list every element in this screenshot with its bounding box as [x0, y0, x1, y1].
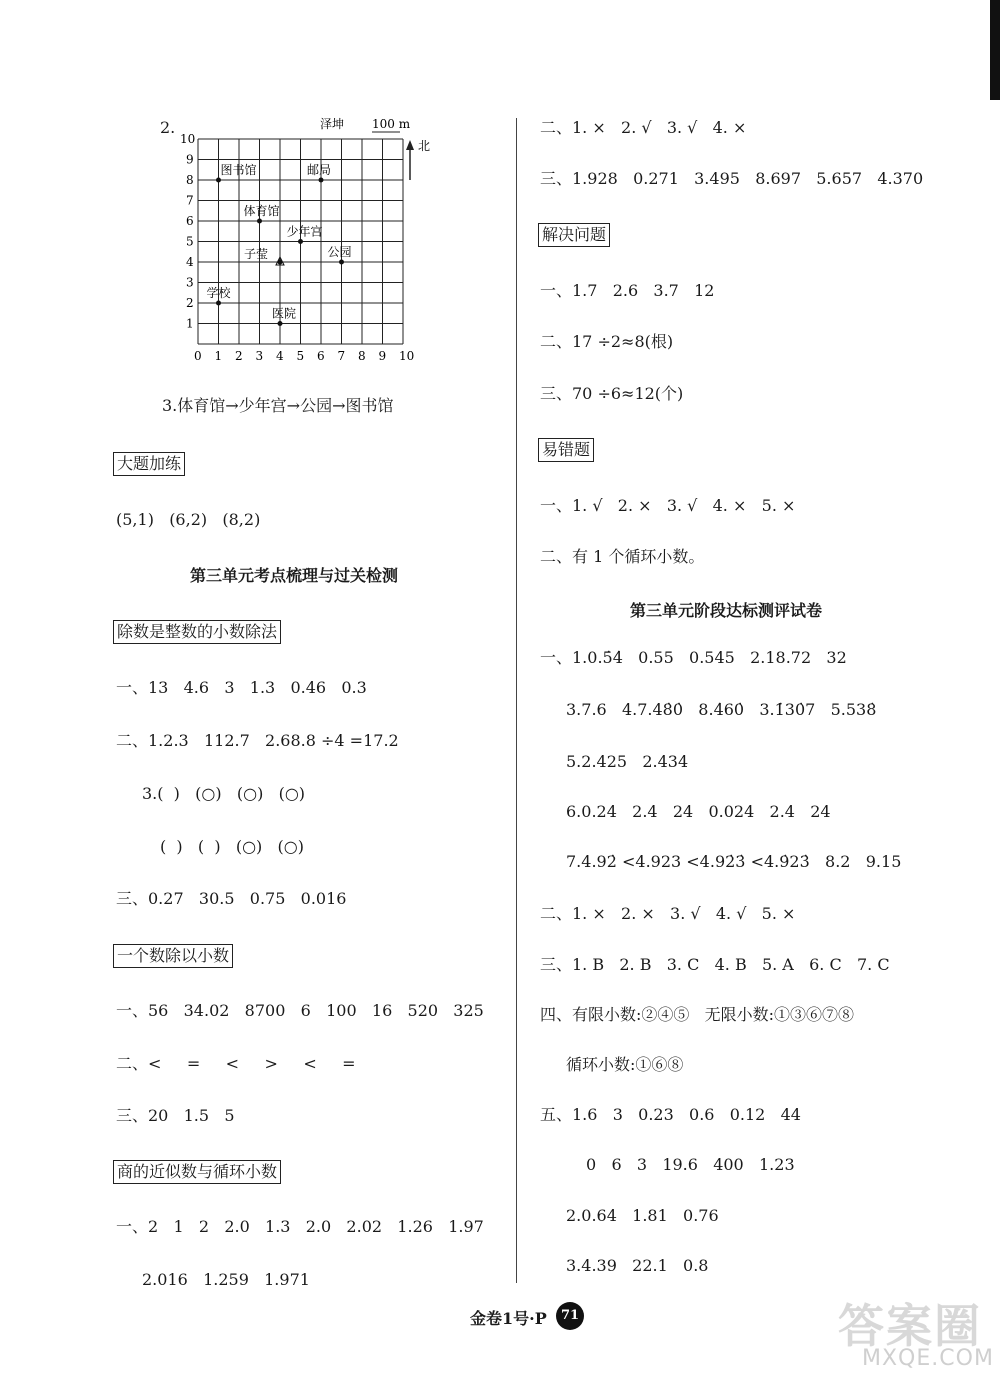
answer-line: 三、20 1.5 5: [116, 1106, 235, 1125]
answer-line: 一、1.7 2.6 3.7 12: [540, 281, 715, 300]
answer-line: 三、1. B 2. B 3. C 4. B 5. A 6. C 7. C: [540, 955, 890, 974]
answer-line: 2.016 1.259 1.971: [142, 1270, 310, 1289]
answer-line: 0 6 3 19.6 400 1.23: [586, 1155, 795, 1174]
answer-line: 二、有 1 个循环小数。: [540, 547, 705, 566]
place-marker: [216, 301, 221, 306]
section-heading: 第三单元阶段达标测评试卷: [630, 601, 823, 620]
answer-line: 二、1. × 2. √ 3. √ 4. ×: [540, 118, 747, 137]
y-tick-label: 1: [186, 316, 194, 331]
answer-line: 一、1. √ 2. × 3. √ 4. × 5. ×: [540, 496, 796, 515]
x-tick-label: 4: [276, 349, 284, 363]
section-heading: 第三单元考点梳理与过关检测: [190, 566, 399, 585]
answer-line: 二、1.2.3 112.7 2.68.8 ÷4 =17.2: [116, 731, 399, 750]
y-tick-label: 7: [186, 193, 194, 208]
section-box-divide-by-decimal: 一个数除以小数: [113, 944, 233, 968]
place-marker: [339, 260, 344, 265]
answer-line: (5,1) (6,2) (8,2): [116, 510, 261, 529]
answer-line: 循环小数:①⑥⑧: [566, 1055, 684, 1074]
place-marker: [298, 239, 303, 244]
x-tick-label: 1: [214, 349, 223, 363]
answer-line: 四、有限小数:②④⑤ 无限小数:①③⑥⑦⑧: [540, 1005, 855, 1024]
map-scale: 100 m: [372, 117, 411, 131]
answer-line: 一、1.0.5̇4̇ 0.55 0.545 2.18.72 32: [540, 648, 847, 667]
question-3-answer: 3.体育馆→少年宫→公园→图书馆: [162, 396, 394, 415]
y-tick-label: 9: [186, 152, 194, 167]
place-marker: [319, 178, 324, 183]
answer-line: 二、17 ÷2≈8(根): [540, 332, 674, 351]
answer-line: 三、0.27 30.5 0.75 0.016: [116, 889, 347, 908]
x-tick-label: 8: [358, 349, 366, 363]
y-tick-label: 4: [186, 255, 194, 269]
answer-line: 3.( ) (○) (○) (○): [142, 784, 306, 803]
section-box-problem-solving: 解决问题: [538, 223, 610, 247]
y-tick-label: 2: [186, 296, 194, 310]
place-marker: [278, 321, 283, 326]
x-tick-label: 5: [296, 349, 305, 363]
section-box-approximation: 商的近似数与循环小数: [113, 1160, 281, 1184]
watermark-url: MXQE.COM: [862, 1346, 994, 1371]
place-label: 体育馆: [243, 204, 280, 218]
answer-line: 一、13 4.6 3 1.3 0.46 0.3: [116, 678, 367, 697]
place-label: 少年宫: [286, 224, 323, 239]
place-label: 公园: [327, 245, 352, 259]
page-edge-bar: [990, 0, 1000, 100]
answer-line: 7.4.92̇ <4.923 <4.92̇3̇ <4.9̇23̇ 8.2 9.15: [566, 852, 902, 871]
section-box-error-prone: 易错题: [538, 438, 594, 462]
answer-line: 5.2.425 2.434: [566, 752, 689, 771]
answer-line: ( ) ( ) (○) (○): [160, 837, 304, 856]
place-label: 子莹: [244, 247, 269, 261]
y-tick-label: 3: [186, 275, 194, 290]
answer-line: 五、1.6 3 0.23 0.6 0.12 44: [540, 1105, 801, 1124]
map-places: [207, 162, 352, 326]
y-tick-label: 5: [186, 234, 194, 249]
answer-line: 3.4.39 22.1 0.8: [566, 1256, 709, 1275]
x-tick-label: 0: [194, 349, 202, 363]
north-label: 北: [418, 139, 431, 153]
column-divider: [516, 118, 517, 1283]
place-marker: [216, 178, 221, 183]
answer-line: 2.0.64 1.81 0.76: [566, 1206, 719, 1225]
x-tick-labels: [194, 349, 414, 363]
answer-line: 一、56 34.02 8700 6 100 16 520 325: [116, 1001, 484, 1020]
y-tick-label: 8: [186, 173, 194, 187]
page-number: 71: [556, 1302, 584, 1330]
answer-line: 6.0.24 2.4 24 0.024 2.4 24: [566, 802, 831, 821]
place-marker: [257, 219, 262, 224]
answer-line: 三、70 ÷6≈12(个): [540, 384, 684, 403]
footer-label: 金卷1号·P: [470, 1309, 547, 1328]
section-box-division: 除数是整数的小数除法: [113, 620, 281, 644]
x-tick-label: 2: [235, 349, 243, 363]
y-tick-label: 6: [186, 214, 194, 228]
y-tick-label: 10: [180, 132, 196, 146]
answer-line: 一、2 1 2 2.0 1.3 2.0 2.02 1.26 1.97: [116, 1217, 484, 1236]
section-box-daitijialian: 大题加练: [113, 452, 185, 476]
place-label: 邮局: [307, 163, 332, 177]
x-tick-label: 9: [378, 349, 387, 363]
y-tick-labels: [180, 132, 195, 331]
x-tick-label: 7: [337, 349, 346, 363]
north-arrowhead-icon: [406, 140, 414, 150]
coordinate-map: [170, 108, 440, 368]
answer-line: 三、1.928 0.271 3.495 8.697 5.657 4.370: [540, 169, 924, 188]
answer-line: 二、1. × 2. × 3. √ 4. √ 5. ×: [540, 904, 796, 923]
x-tick-label: 6: [317, 349, 325, 363]
answer-line: 二、< = < > < =: [116, 1054, 356, 1073]
place-label: 学校: [206, 286, 231, 300]
watermark-logo: 答案圈: [838, 1299, 982, 1353]
place-label: 图书馆: [220, 163, 257, 177]
x-tick-label: 10: [399, 349, 415, 363]
x-tick-label: 3: [255, 349, 264, 363]
map-title: 泽坤: [320, 117, 345, 131]
place-label: 医院: [272, 306, 297, 321]
answer-line: 3.7.6 4.7.48̇0̇ 8.4̇60̇ 3.1̇30̇7 5.538̇: [566, 700, 877, 719]
question-2-label: 2.: [160, 118, 176, 137]
